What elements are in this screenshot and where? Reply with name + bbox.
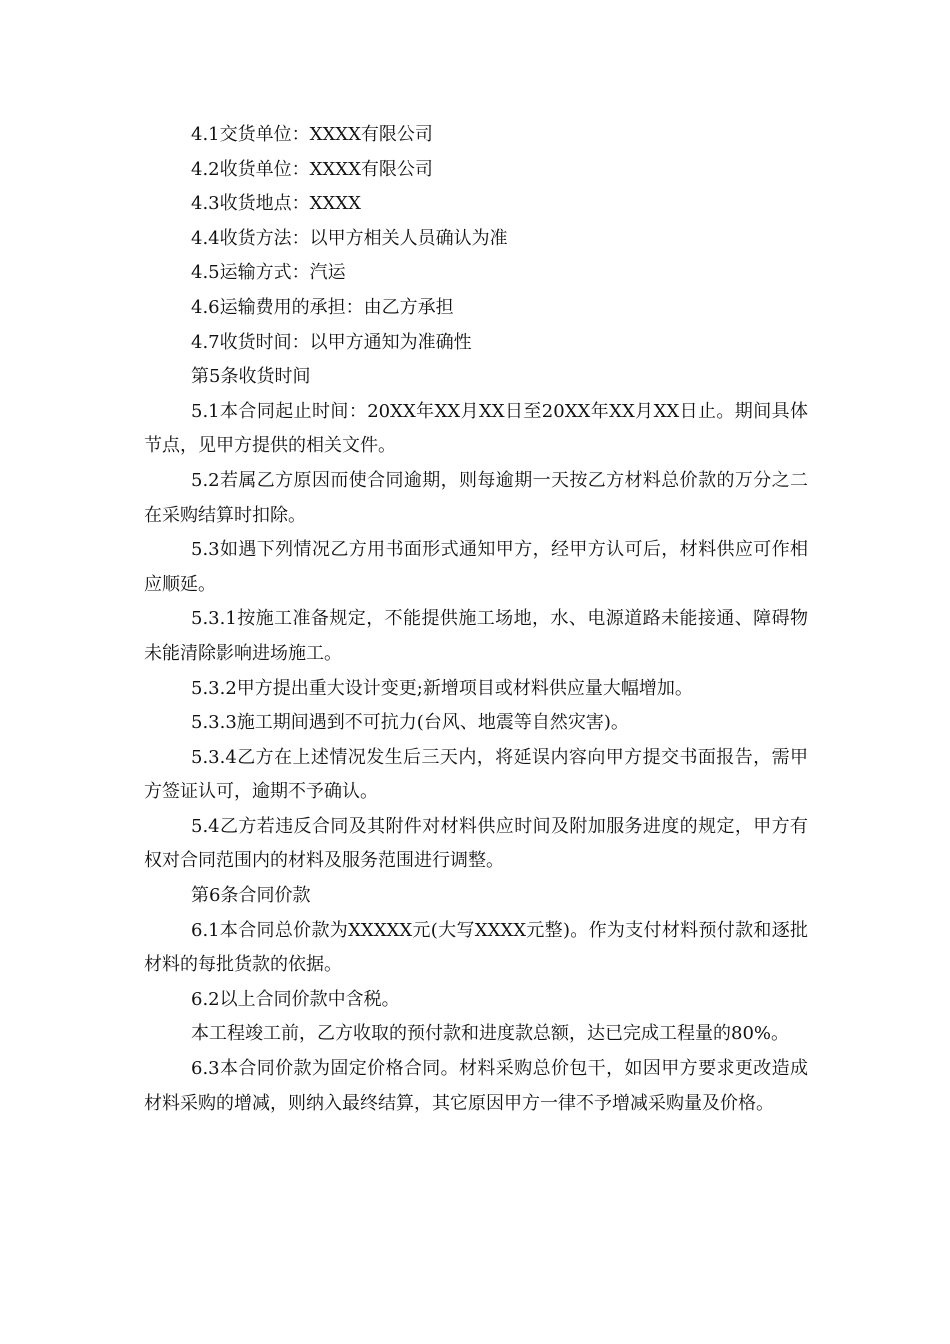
clause-5-3: 5.3如遇下列情况乙方用书面形式通知甲方，经甲方认可后，材料供应可作相应顺延。 — [144, 539, 808, 595]
clause-4-4: 4.4收货方法：以甲方相关人员确认为准 — [191, 227, 508, 249]
clause-5-3-3: 5.3.3施工期间遇到不可抗力(台风、地震等自然灾害)。 — [191, 712, 629, 734]
clause-4-5: 4.5运输方式：汽运 — [191, 262, 346, 284]
clause-5-3-2: 5.3.2甲方提出重大设计变更;新增项目或材料供应量大幅增加。 — [191, 677, 693, 699]
clause-4-6: 4.6运输费用的承担：由乙方承担 — [191, 296, 454, 318]
clause-4-3: 4.3收货地点：XXXX — [191, 193, 361, 215]
clause-4-1: 4.1交货单位：XXXX有限公司 — [191, 124, 433, 145]
clause-5-2: 5.2若属乙方原因而使合同逾期，则每逾期一天按乙方材料总价款的万分之二在采购结算时扣除。 — [144, 469, 808, 526]
document-body — [144, 118, 808, 1121]
clause-4-7: 4.7收货时间：以甲方通知为准确性 — [191, 331, 472, 353]
payment-note: 本工程竣工前，乙方收取的预付款和进度款总额，达已完成工程量的80%。 — [191, 1023, 790, 1045]
clause-5-1: 5.1本合同起止时间：20XX年XX月XX日至20XX年XX月XX日止。期间具体节点，见甲方提供的相关文件。 — [144, 400, 808, 457]
clause-4-2: 4.2收货单位：XXXX有限公司 — [191, 158, 433, 180]
clause-6-3: 6.3本合同价款为固定价格合同。材料采购总价包干，如因甲方要求更改造成材料采购的增减，则纳入最终结算，其它原因甲方一律不予增减采购量及价格。 — [144, 1058, 808, 1114]
clause-6-1: 6.1本合同总价款为XXXXX元(大写XXXX元整)。作为支付材料预付款和逐批材料的每批货款的依据。 — [144, 919, 808, 976]
clause-5-3-4: 5.3.4乙方在上述情况发生后三天内，将延误内容向甲方提交书面报告，需甲方签证认可，逾期不予确认。 — [144, 746, 808, 803]
section-5-heading: 第5条收货时间 — [191, 366, 311, 388]
clause-5-4: 5.4乙方若违反合同及其附件对材料供应时间及附加服务进度的规定，甲方有权对合同范围内的材料及服务范围进行调整。 — [144, 815, 808, 872]
clause-5-3-1: 5.3.1按施工准备规定，不能提供施工场地，水、电源道路未能接通、障碍物未能清除影响进场施工。 — [144, 608, 808, 664]
clause-6-2: 6.2以上合同价款中含税。 — [191, 988, 400, 1010]
section-6-heading: 第6条合同价款 — [191, 885, 311, 907]
